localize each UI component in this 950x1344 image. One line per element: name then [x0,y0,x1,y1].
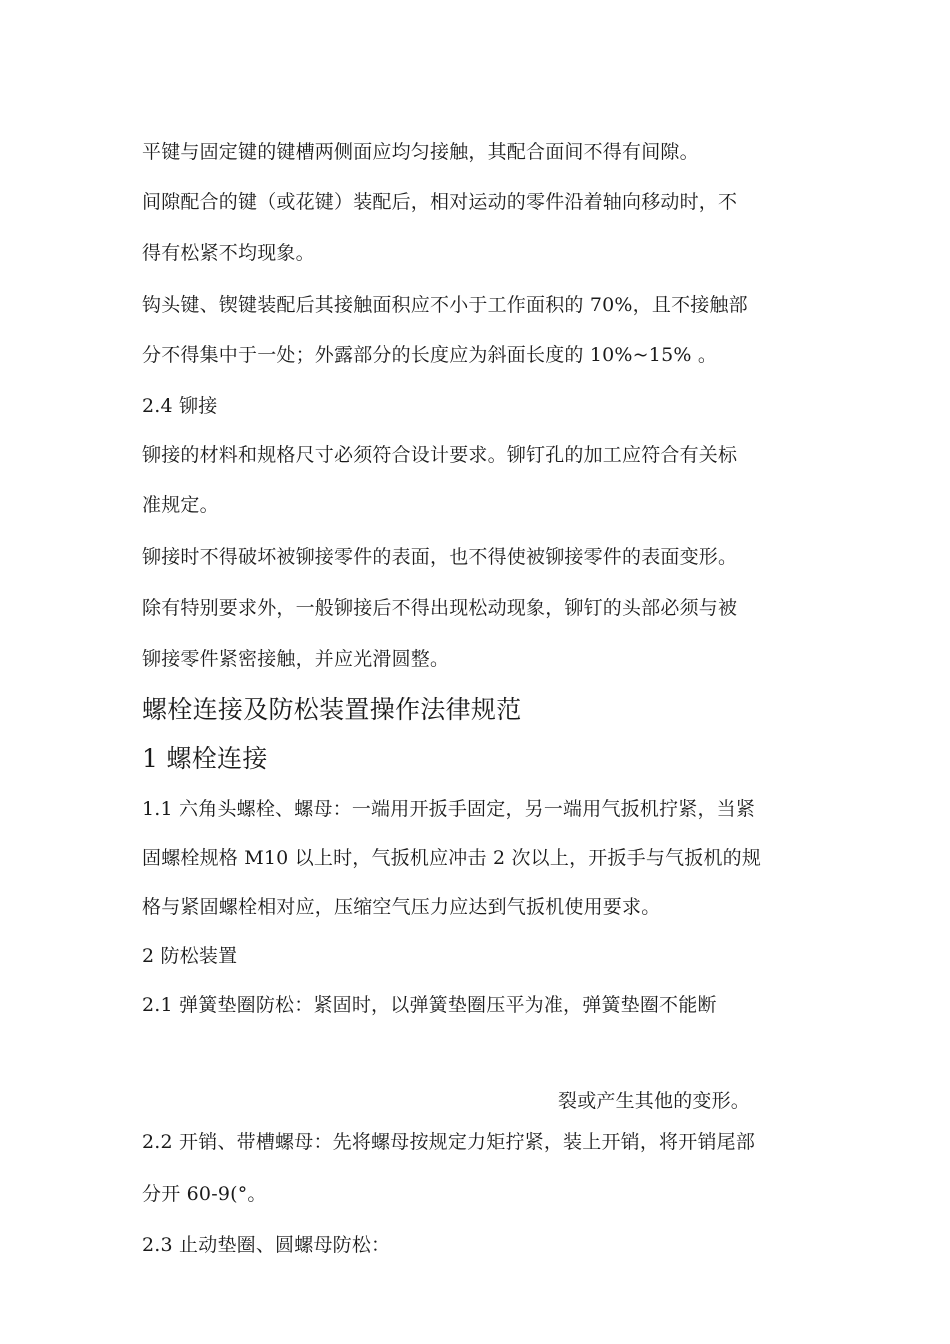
paragraph-line: 2.2 开销、带槽螺母：先将螺母按规定力矩拧紧，装上开销，将开销尾部 [142,1131,756,1153]
paragraph-line: 铆接零件紧密接触，并应光滑圆整。 [142,648,450,670]
chapter-heading: 1 螺栓连接 [142,744,268,773]
paragraph-line: 准规定。 [142,494,219,516]
paragraph-line: 平键与固定键的键槽两侧面应均匀接触，其配合面间不得有间隙。 [142,141,699,163]
paragraph-line: 格与紧固螺栓相对应，压缩空气压力应达到气扳机使用要求。 [142,896,661,918]
section-heading: 2.4 铆接 [142,395,218,417]
paragraph-line: 分不得集中于一处；外露部分的长度应为斜面长度的 10%~15% 。 [142,344,718,366]
paragraph-line: 裂或产生其他的变形。 [558,1090,751,1112]
paragraph-line: 铆接时不得破坏被铆接零件的表面，也不得使被铆接零件的表面变形。 [142,546,738,568]
paragraph-line: 间隙配合的键（或花键）装配后，相对运动的零件沿着轴向移动时，不 [142,191,738,213]
paragraph-line: 铆接的材料和规格尺寸必须符合设计要求。铆钉孔的加工应符合有关标 [142,444,738,466]
paragraph-line: 1.1 六角头螺栓、螺母：一端用开扳手固定，另一端用气扳机拧紧，当紧 [142,798,756,820]
paragraph-line: 得有松紧不均现象。 [142,242,315,264]
section-heading: 2 防松装置 [142,945,238,967]
paragraph-line: 除有特别要求外，一般铆接后不得出现松动现象，铆钉的头部必须与被 [142,597,738,619]
paragraph-line: 分开 60-9(°。 [142,1183,267,1205]
paragraph-line: 固螺栓规格 M10 以上时，气扳机应冲击 2 次以上，开扳手与气扳机的规 [142,847,762,869]
document-title: 螺栓连接及防松装置操作法律规范 [142,695,522,724]
paragraph-line: 2.3 止动垫圈、圆螺母防松： [142,1234,391,1256]
paragraph-line: 2.1 弹簧垫圈防松：紧固时，以弹簧垫圈压平为准，弹簧垫圈不能断 [142,994,717,1016]
paragraph-line: 钩头键、锲键装配后其接触面积应不小于工作面积的 70%，且不接触部 [142,294,748,316]
